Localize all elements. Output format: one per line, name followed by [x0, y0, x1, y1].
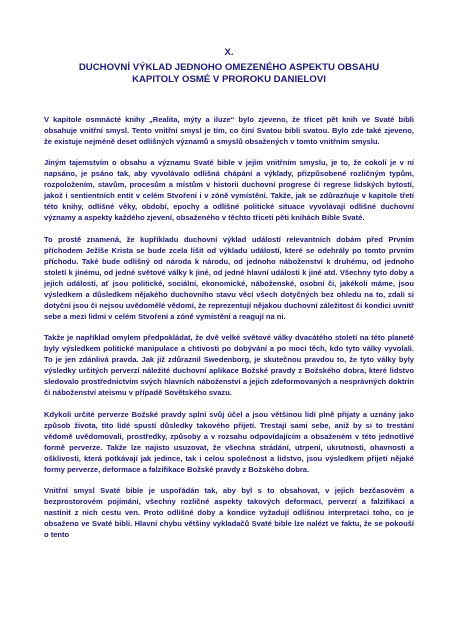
paragraph-6: Vnitřní smysl Svaté bible je uspořádán tak, aby byl s to obsahovat, v jejich bezčasovém a bezprostorovém pojímání, všechny rozličné aspekty takových deformací, perverzí a falzifikací a nastínit z nich cestu ven. Proto odlišné doby a kondice vyžadují odlišnou interpretaci toho, co je obsaženo ve Svaté bibli. Hlavní chybu většiny vykladačů Svaté bible lze nalézt ve faktu, že se pokouší o tento [44, 486, 414, 540]
chapter-number: X. [224, 47, 234, 58]
paragraph-4: Takže je například omylem předpokládat, že dvě velké světové války dvacátého století na této planetě byly výsledkem politické manipulace a chtivosti po dobývání a po moci těch, kdo tyto války vyvolali. To je jen zdánlivá pravda. Jak již zdůraznil Swedenborg, je skutečnou pravdou to, že tyto války byly výsledky určitých perverzí náležité duchovní aplikace Božské pravdy z Božského dobra, které lidstvo sledovalo prostřednictvím svých hlavních náboženství a jejich zdeformovaných a nesprávných doktrín či náboženství ateismu v případě Sovětského svazu. [44, 333, 414, 398]
chapter-title-line-2: KAPITOLY OSMÉ V PROROKU DANIELOVI [132, 74, 326, 86]
chapter-title-line-1: DUCHOVNÍ VÝKLAD JEDNOHO OMEZENÉHO ASPEKTU OBSAHU [78, 61, 380, 73]
chapter-heading [44, 47, 414, 87]
paragraph-1: V kapitole osmnácté knihy „Realita, mýty a iluze“ bylo zjeveno, že třicet pět knih ve Svaté bibli obsahuje vnitřní smysl. Tento vnitřní smysl je tím, co činí Svatou bibli svatou. Bylo zde také zjeveno, že existuje nejméně deset odlišných významů a smyslů obsažených v tomto vnitřním smyslu. [44, 114, 414, 146]
paragraph-3: To prostě znamená, že kupříkladu duchovní výklad událostí relevantních dobám před Prvním příchodem Ježíše Krista se bude zcela lišit od výkladu událostí, které se odehrály po tomto prvním příchodu. Také bude odlišný od národa k národu, od jednoho náboženství k druhému, od jednoho století k jinému, od jedné světové války k jiné, od jedné hlavní události k jiné atd. Všechny tyto doby a jejich události, ať jsou politické, sociální, ekonomické, náboženské, osobní či, jakékoli máme, jsou výsledkem a důsledkem nějakého duchovního stavu věcí všech dotyčných bez ohledu na to, zdali si dotyční jsou či nejsou uvědomělé vědomí, že reprezentují nějakou duchovní záležitost či kondici uvnitř sebe a mezi lidmi v celém Stvoření a zóně vymístění a reagují na ni. [44, 234, 414, 321]
body-text [44, 114, 414, 541]
paragraph-2: Jiným tajemstvím o obsahu a významu Svaté bible v jejím vnitřním smyslu, je to, že cokoli je v ní napsáno, je psáno tak, aby vyvolávalo odlišná chápání a výklady, přizpůsobené rozličným typům, rozpoložením, stavům, procesům a místům v historii duchovní progrese či regrese lidských bytostí, jakož i sentientních entit v celém Stvoření i v zóně vymístění. Takže, jak se zdůrazňuje v kapitole třetí této knihy, odlišné věky, období, epochy a odlišné politické situace vyvolávají odlišné duchovní významy a aspekty každého zjevení, obsaženého v těchto třiceti pěti knihách Bible Svaté. [44, 158, 414, 223]
paragraph-5: Kdykoli určité perverze Božské pravdy splní svůj účel a jsou většinou lidí plně přijaty a uznány jako způsob života, tito lidé spustí důsledky takového přijetí. Trestají sami sebe, aniž by si to trestání vědomě uvědomovali, prostředky, způsoby a v rozsahu odpovídajícím a obsaženém v této jednotlivé formě perverze. Takže lze najisto usuzovat, že všechna strádání, utrpení, ukrutnosti, ohavnosti a ošklivosti, která potkávají jak jedince, tak i celou společnost a lidstvo, jsou výsledkem přijetí nějaké formy perverze, deformace a falzifikace Božské pravdy z Božského dobra. [44, 409, 414, 474]
